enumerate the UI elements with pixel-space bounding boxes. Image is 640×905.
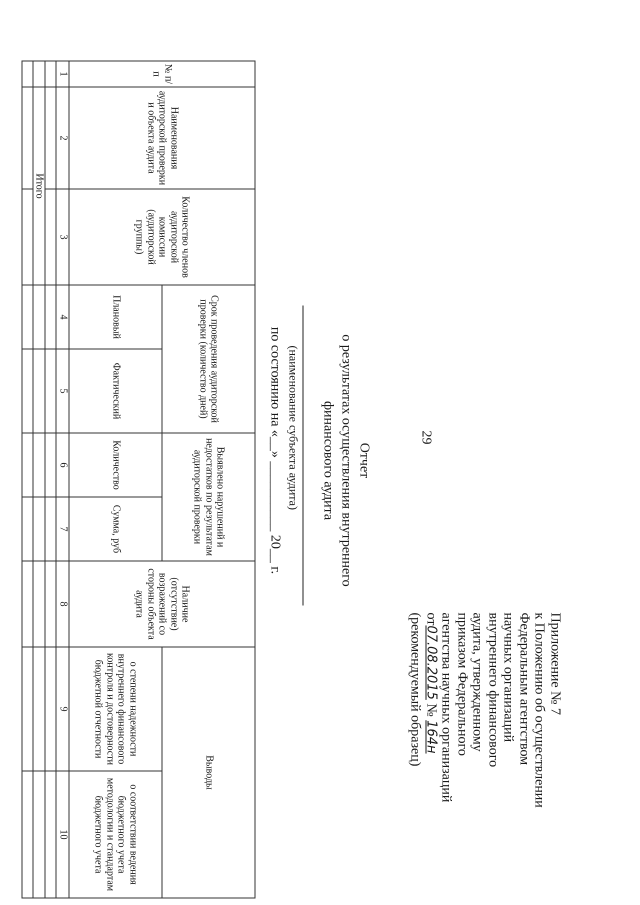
appendix-line: агентства научных организаций [438,612,454,802]
appendix-line: научных организаций [500,612,516,742]
report-title-line3: финансового аудита [320,400,335,520]
header-reliability: о степени надежности внутреннего финансового контроля и достоверности бюджетной отчетности [69,647,162,771]
total-row [33,61,46,898]
report-title: Отчет [356,442,371,478]
header-violations: Выявлено нарушений и недостатков по результатам аудиторской проверки [162,433,255,561]
header-actual: Фактический [69,349,162,433]
column-number: 8 [56,561,69,647]
sample-note: (рекомендуемый образец) [407,612,423,766]
order-prefix: от [423,612,438,625]
audit-results-table [21,60,255,898]
total-label: Итого [33,87,46,285]
column-number: 3 [56,189,69,285]
column-number: 2 [56,87,69,189]
column-number: 6 [56,433,69,497]
appendix-line: аудита, утвержденному [469,612,485,752]
header-sum: Сумма, руб [69,497,162,561]
header-planned: Плановый [69,285,162,349]
column-number: 5 [56,349,69,433]
as-of-date-line: по состоянию на «__» __________ 20__ г. [267,326,282,574]
appendix-line: к Положению об осуществлении [531,612,547,808]
order-number-label: № [423,702,438,717]
header-conclusions: Выводы [162,647,255,898]
order-date: 07.08.2015 [423,624,438,700]
header-objections: Наличие (отсутствие) возражений со стороны объекта аудита [69,561,255,647]
order-number: 164н [423,719,438,754]
appendix-line: Федеральным агентством [516,612,531,765]
header-count: Количество [69,433,162,497]
header-compliance: о соответствии ведения бюджетного учета методологии и стандартам бюджетного учета [69,771,162,898]
page-number: 29 [418,430,433,444]
appendix-line: приказом Федерального [454,612,469,756]
column-number: 9 [56,647,69,771]
appendix-line: внутреннего финансового [485,612,500,767]
subject-caption: (наименование субъекта аудита) [286,345,300,510]
report-title-line2: о результатах осуществления внутреннего [338,333,353,587]
order-line [423,612,439,892]
column-number: 1 [56,61,69,87]
table-row [22,61,33,898]
column-number: 7 [56,497,69,561]
appendix-block [407,612,562,892]
header-num: № п/п [69,61,255,87]
column-number: 4 [56,285,69,349]
subject-underline [302,305,303,605]
column-number-row [56,61,69,898]
header-members: Количество членов аудиторской комиссии (аудиторской группы) [69,189,255,285]
appendix-line: Приложение № 7 [547,612,562,715]
table-row [45,61,56,898]
header-name: Наименования аудиторской проверки и объекта аудита [69,87,255,189]
column-number: 10 [56,771,69,898]
header-period: Срок проведения аудиторской проверки (количество дней) [162,285,255,433]
